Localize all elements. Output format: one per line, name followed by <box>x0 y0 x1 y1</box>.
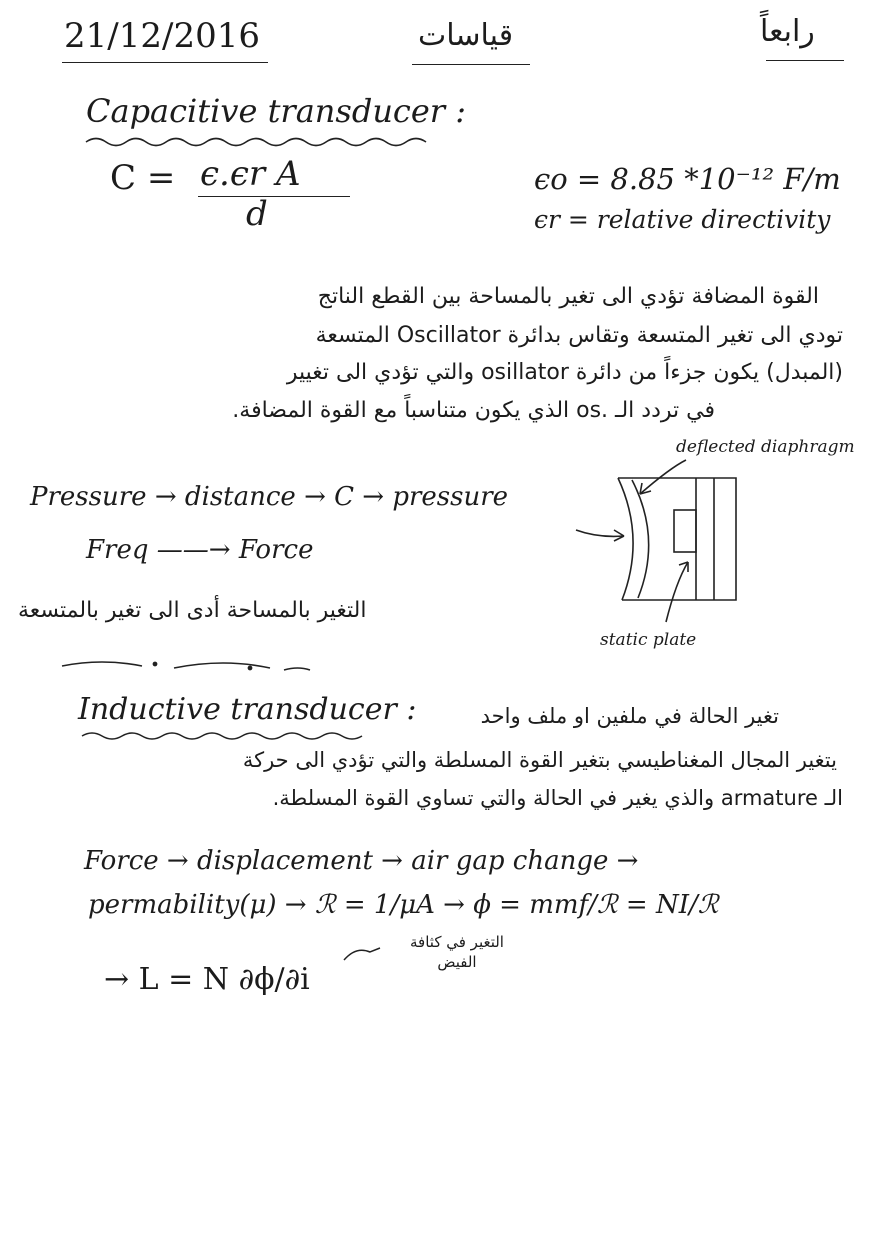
inductive-heading-arabic: تغير الحالة في ملفين او ملف واحد <box>480 704 779 728</box>
capacitive-chain-1: Pressure → distance → C → pressure <box>30 482 509 512</box>
capacitive-arabic-line-1: القوة المضافة تؤدي الى تغير بالمساحة بين القطع الناتج <box>317 284 819 309</box>
inductive-chain-3: → L = N ∂ϕ/∂i <box>104 962 310 997</box>
subject-title: قياسات <box>418 18 514 53</box>
date: 21/12/2016 <box>64 16 260 56</box>
section-number: رابعاً <box>760 14 815 49</box>
capacitive-arabic-note: التغير بالمساحة أدى الى تغير بالمتسعة <box>18 598 367 623</box>
inductive-side-note: التغير في كثافة الفيض <box>410 933 504 971</box>
inductive-arabic-line-1: يتغير المجال المغناطيسي بتغير القوة المسلطة والتي تؤدي الى حركة <box>242 748 837 772</box>
inductive-chain-1: Force → displacement → air gap change → <box>84 846 639 876</box>
inductive-heading: Inductive transducer : <box>78 692 417 727</box>
side-note-arrow <box>340 938 400 968</box>
inductive-wavy-underline <box>82 730 382 742</box>
diagram-label-deflected-diaphragm: deflected diaphragm <box>676 437 855 457</box>
capacitive-heading: Capacitive transducer : <box>86 92 467 130</box>
diagram-label-static-plate: static plate <box>600 630 697 650</box>
capacitive-arabic-line-2: تودي الى تغير المتسعة وتقاس بدائرة Oscillator المتسعة <box>315 323 843 348</box>
capacitive-arabic-line-3: (المبدل) يكون جزءاً من دائرة osillator والتي تؤدي الى تغيير <box>286 360 843 385</box>
formula-lhs: C = <box>110 158 176 198</box>
formula-numerator: ϵ.ϵr A <box>200 154 301 194</box>
capacitive-arabic-line-4: في تردد الـ .os الذي يكون متناسباً مع القوة المضافة. <box>232 398 715 423</box>
formula-denominator: d <box>246 194 268 234</box>
capacitive-chain-2: Freq ——→ Force <box>86 535 314 565</box>
inductive-chain-2: permability(μ) → ℛ = 1/μA → ϕ = mmf/ℛ = NI/ℛ <box>88 890 719 920</box>
eps0-constant: ϵo = 8.85 *10⁻¹² F/m <box>534 162 841 196</box>
inductive-arabic-line-2: الـ armature والذي يغير في الحالة والتي تساوي القوة المسلطة. <box>272 786 843 810</box>
epsr-definition: ϵr = relative directivity <box>534 205 831 234</box>
